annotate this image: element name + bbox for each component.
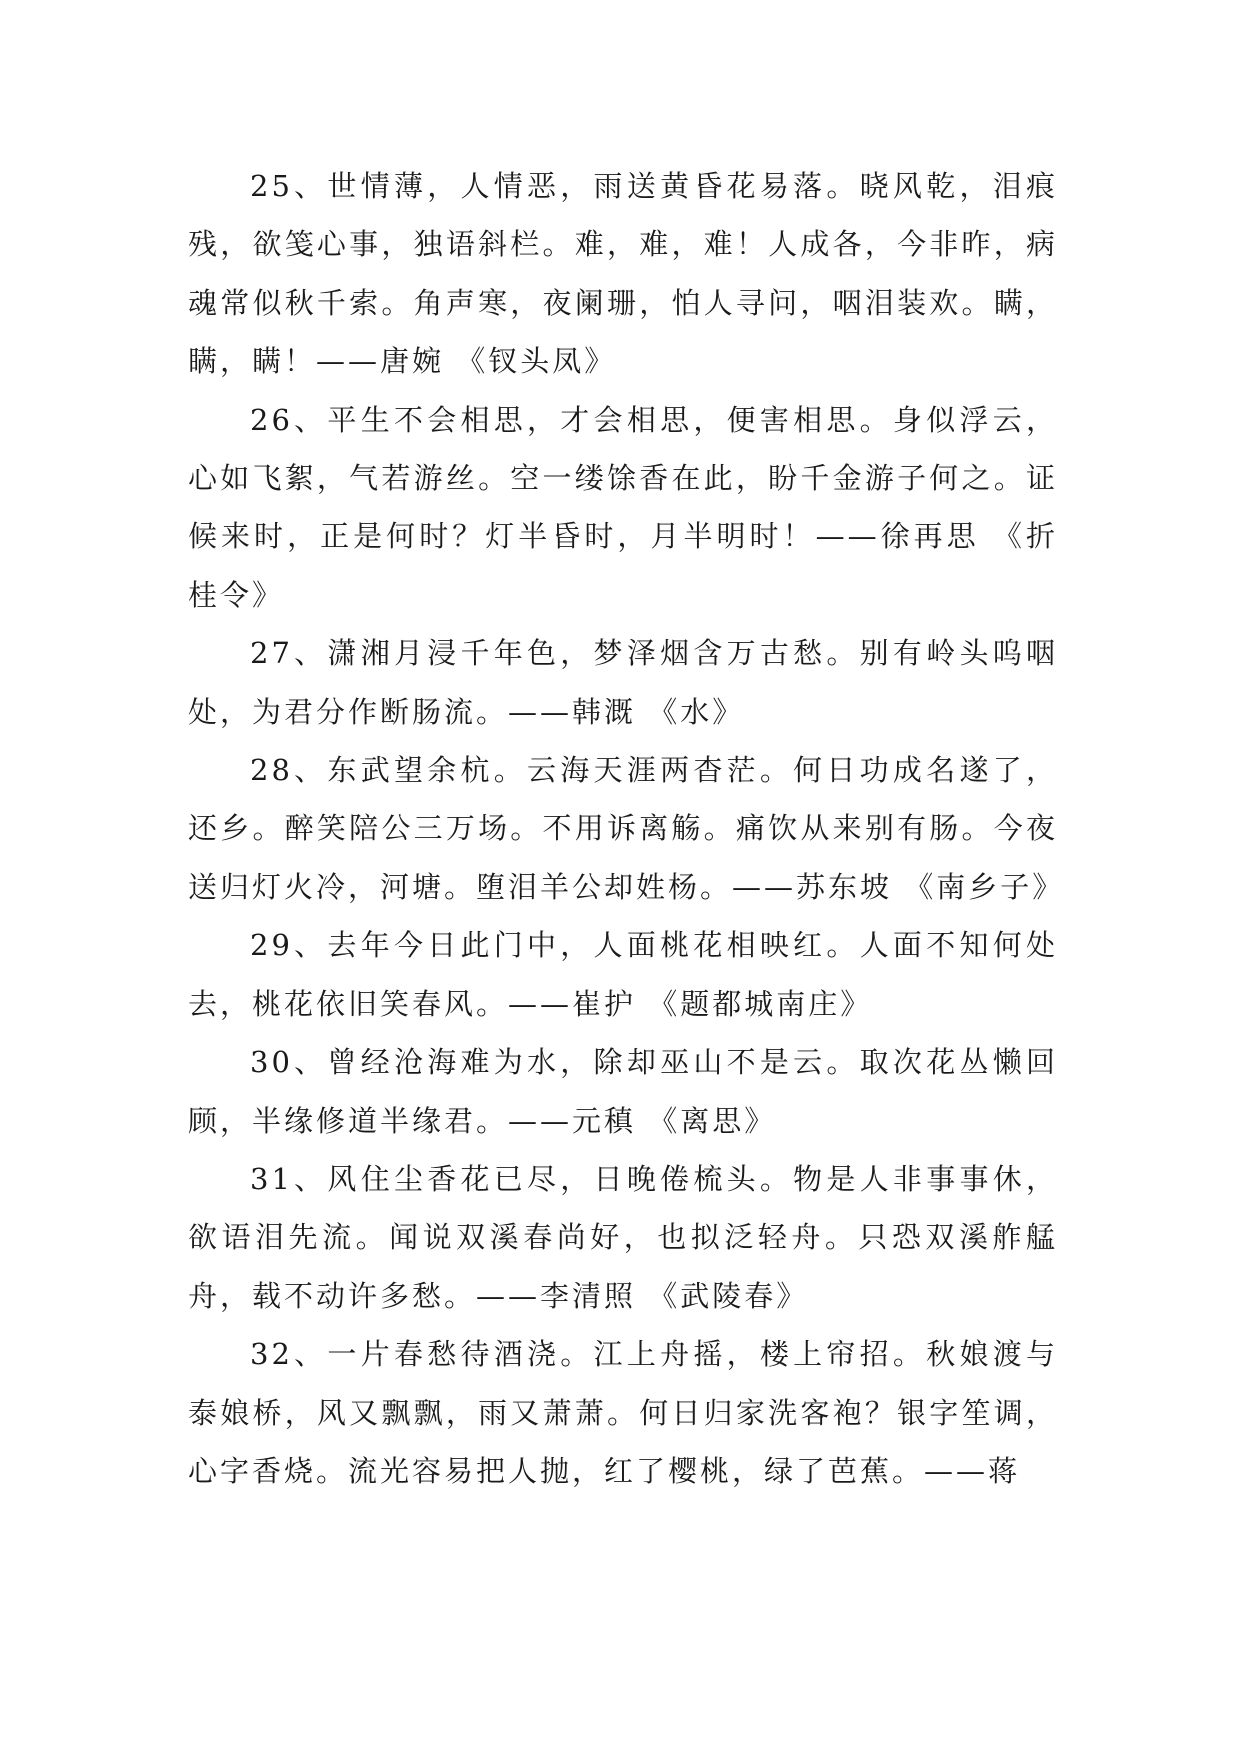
document-body bbox=[188, 157, 1065, 1500]
paragraph-26: 26、平生不会相思，才会相思，便害相思。身似浮云，心如飞絮，气若游丝。空一缕馀香在此，盼千金游子何之。证候来时，正是何时？灯半昏时，月半明时！——徐再思 《折桂令》 bbox=[188, 402, 1058, 612]
paragraph-32: 32、一片春愁待酒浇。江上舟摇，楼上帘招。秋娘渡与泰娘桥，风又飘飘，雨又萧萧。何日归家洗客袍？银字笙调，心字香烧。流光容易把人抛，红了樱桃，绿了芭蕉。——蒋 bbox=[188, 1337, 1058, 1488]
paragraph-29: 29、去年今日此门中，人面桃花相映红。人面不知何处去，桃花依旧笑春风。——崔护 《题都城南庄》 bbox=[188, 928, 1058, 1021]
paragraph-30: 30、曾经沧海难为水，除却巫山不是云。取次花丛懒回顾，半缘修道半缘君。——元稹 《离思》 bbox=[188, 1045, 1058, 1138]
paragraph-25: 25、世情薄，人情恶，雨送黄昏花易落。晓风乾，泪痕残，欲笺心事，独语斜栏。难，难，难！人成各，今非昨，病魂常似秋千索。角声寒，夜阑珊，怕人寻问，咽泪装欢。瞒，瞒，瞒！——唐婉 《钗头凤》 bbox=[188, 169, 1058, 379]
paragraph-31: 31、风住尘香花已尽，日晚倦梳头。物是人非事事休，欲语泪先流。闻说双溪春尚好，也拟泛轻舟。只恐双溪舴艋舟，载不动许多愁。——李清照 《武陵春》 bbox=[188, 1161, 1058, 1313]
paragraph-28: 28、东武望余杭。云海天涯两杳茫。何日功成名遂了，还乡。醉笑陪公三万场。不用诉离觞。痛饮从来别有肠。今夜送归灯火冷，河塘。堕泪羊公却姓杨。——苏东坡 《南乡子》 bbox=[188, 753, 1065, 904]
paragraph-27: 27、潇湘月浸千年色，梦泽烟含万古愁。别有岭头呜咽处，为君分作断肠流。——韩溉 《水》 bbox=[188, 636, 1058, 729]
